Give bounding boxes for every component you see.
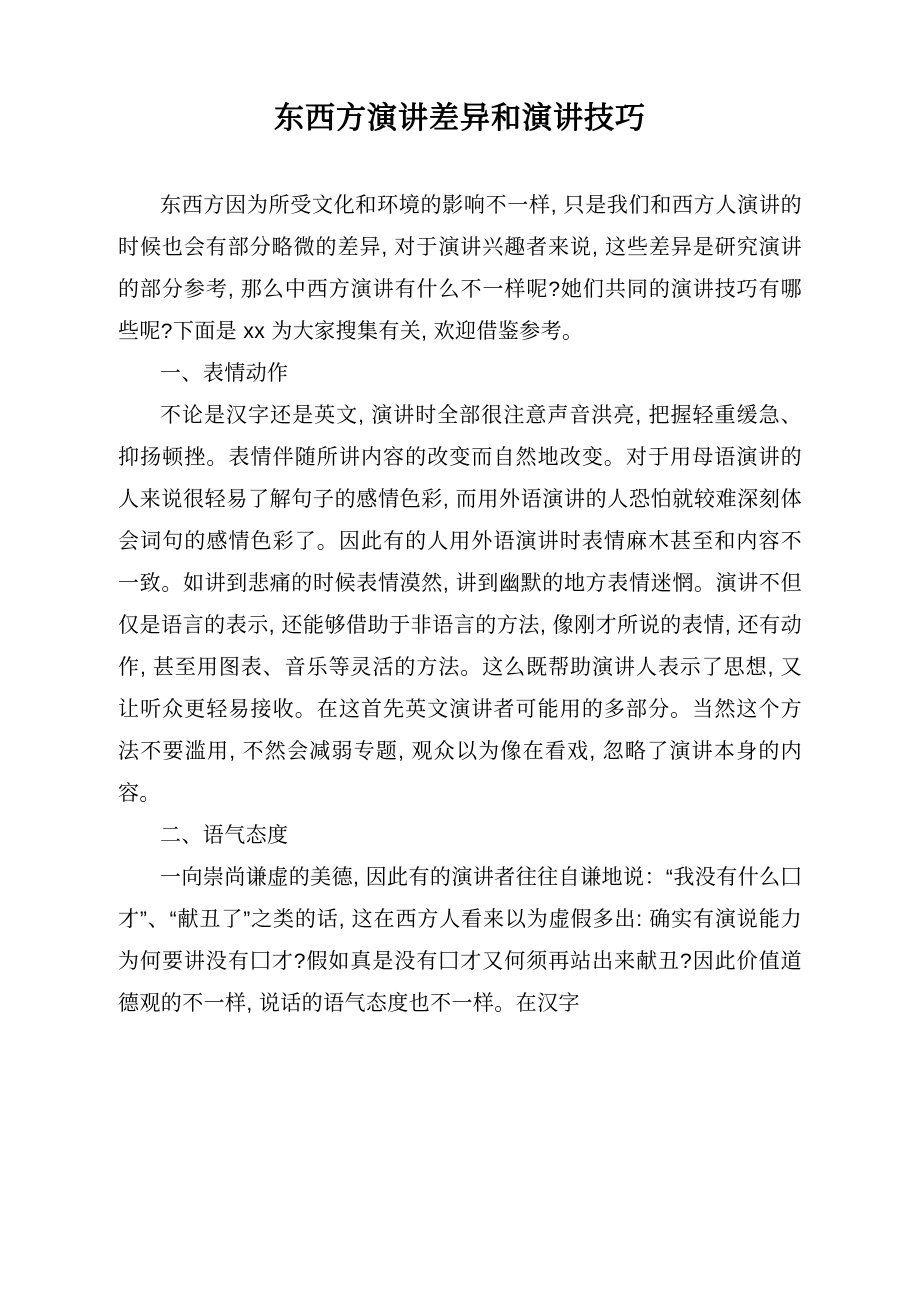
section-heading-1: 一、表情动作 [160,362,289,385]
paragraph-intro: 东西方因为所受文化和环境的影响不一样, 只是我们和西方人演讲的时候也会有部分略微的差异, 对于演讲兴趣者来说, 这些差异是研究演讲的部分参考, 那么中西方演讲有什么不一样呢?她们共同的演讲技巧有哪些呢?下面是 xx 为大家搜集有关, 欢迎借鉴参考。 [118,194,802,343]
section-heading-2: 二、语气态度 [160,824,289,847]
page-title: 东西方演讲差异和演讲技巧 [274,102,646,135]
paragraph-section-1: 不论是汉字还是英文, 演讲时全部很注意声音洪亮, 把握轻重缓急、抑扬顿挫。表情伴随所讲内容的改变而自然地改变。对于用母语演讲的人来说很轻易了解句子的感情色彩, 而用外语演讲的人恐怕就较难深刻体会词句的感情色彩了。因此有的人用外语演讲时表情麻木甚至和内容不一致。如讲到悲痛的时候表情漠然, 讲到幽默的地方表情迷惘。演讲不但仅是语言的表示, 还能够借助于非语言的方法, 像刚才所说的表情, 还有动作, 甚至用图表、音乐等灵活的方法。这么既帮助演讲人表示了思想, 又让听众更轻易接收。在这首先英文演讲者可能用的多部分。当然这个方法不要滥用, 不然会减弱专题, 观众以为像在看戏, 忽略了演讲本身的内容。 [118,404,802,805]
document-body [118,185,802,1025]
paragraph-section-2: 一向崇尚谦虚的美德, 因此有的演讲者往往自谦地说：“我没有什么囗才”、“献丑了”之类的话, 这在西方人看来以为虚假多出: 确实有演说能力为何要讲没有囗才?假如真是没有囗才又何须再站出来献丑?因此价值道德观的不一样, 说话的语气态度也不一样。在汉字 [118,866,802,1015]
